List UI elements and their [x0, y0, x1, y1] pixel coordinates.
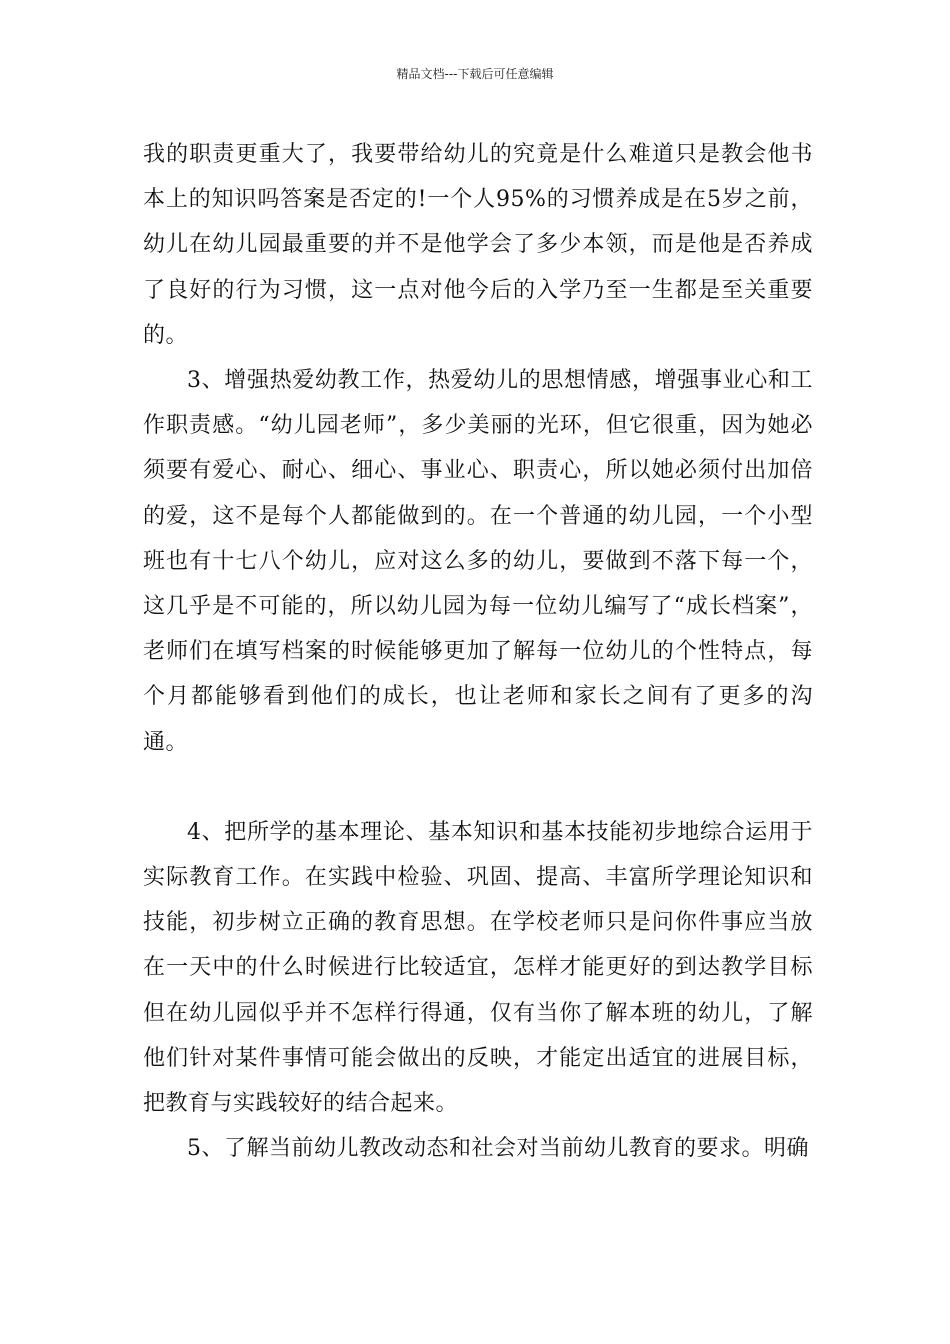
- paragraph-2: 3、增强热爱幼教工作，热爱幼儿的思想情感，增强事业心和工作职责感。“幼儿园老师”，多少美丽的光环，但它很重，因为她必须要有爱心、耐心、细心、事业心、职责心，所以她必须付出加倍的爱，这不是每个人都能做到的。在一个普通的幼儿园，一个小型班也有十七八个幼儿，应对这么多的幼儿，要做到不落下每一个，这几乎是不可能的，所以幼儿园为每一位幼儿编写了“成长档案”，老师们在填写档案的时候能够更加了解每一位幼儿的个性特点，每个月都能够看到他们的成长，也让老师和家长之间有了更多的沟通。: [143, 368, 813, 755]
- paragraph-3: 4、把所学的基本理论、基本知识和基本技能初步地综合运用于实际教育工作。在实践中检验、巩固、提高、丰富所学理论知识和技能，初步树立正确的教育思想。在学校老师只是问你件事应当放在一天中的什么时候进行比较适宜，怎样才能更好的到达教学目标但在幼儿园似乎并不怎样行得通，仅有当你了解本班的幼儿，了解他们针对某件事情可能会做出的反映，才能定出适宜的进展目标，把教育与实践较好的结合起来。: [143, 819, 813, 1117]
- document-body: [143, 132, 813, 1171]
- page-header: 精品文档---下载后可任意编辑: [396, 67, 554, 81]
- paragraph-4: 5、了解当前幼儿教改动态和社会对当前幼儿教育的要求。明确: [187, 1136, 809, 1162]
- paragraph-1: 我的职责更重大了，我要带给幼儿的究竟是什么难道只是教会他书本上的知识吗答案是否定的!一个人95%的习惯养成是在5岁之前，幼儿在幼儿园最重要的并不是他学会了多少本领，而是他是否养成了良好的行为习惯，这一点对他今后的入学乃至一生都是至关重要的。: [143, 142, 813, 348]
